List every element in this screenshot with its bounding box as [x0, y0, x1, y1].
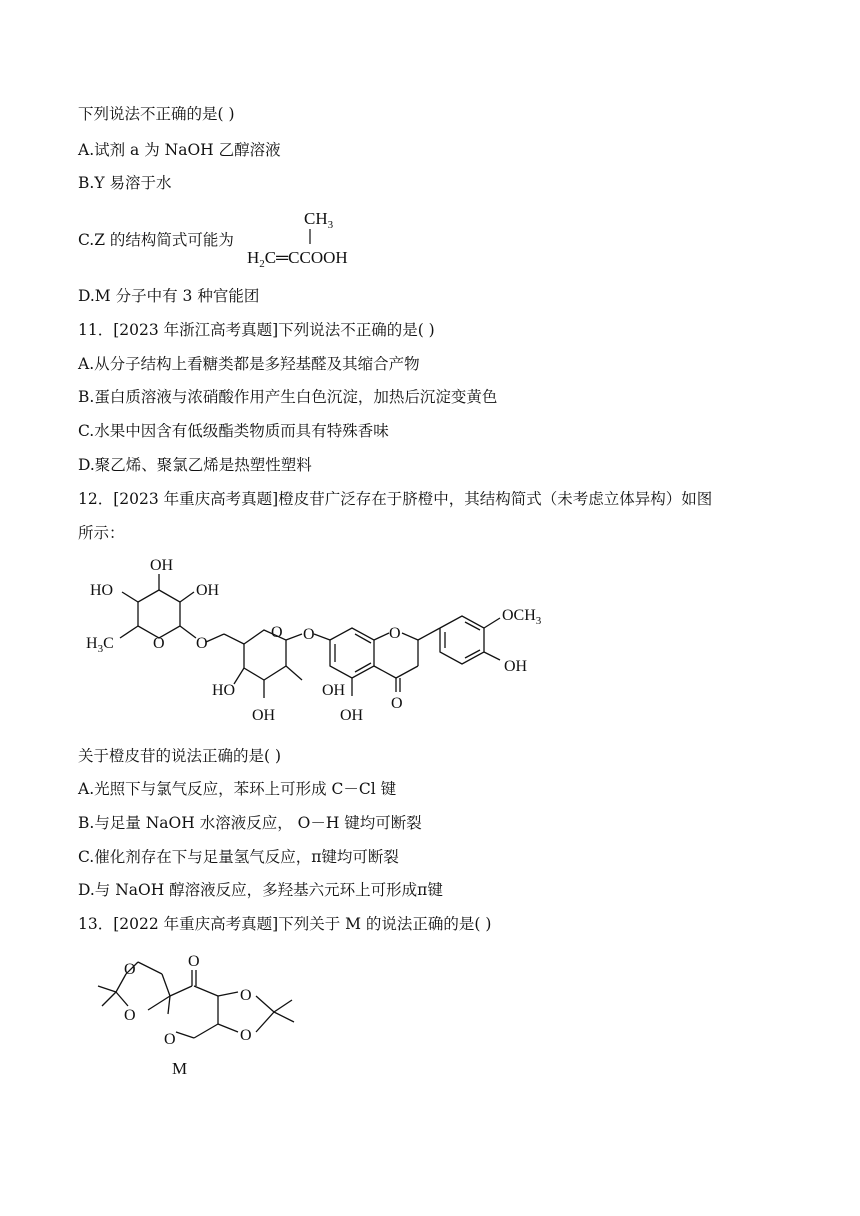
q10-option-d: D.M 分子中有 3 种官能团	[78, 287, 260, 305]
z-structure-formula	[244, 204, 384, 274]
q12-option-c: C.催化剂存在下与足量氢气反应，π键均可断裂	[78, 848, 399, 866]
q12-option-a: A.光照下与氯气反应，苯环上可形成 C－Cl 键	[78, 780, 397, 798]
q13-stem: 13．[2022 年重庆高考真题]下列关于 M 的说法正确的是( )	[78, 915, 492, 933]
label-o-ring2: O	[271, 624, 283, 641]
label-oh-aring: OH	[340, 707, 364, 724]
q11-option-c: C.水果中因含有低级酯类物质而具有特殊香味	[78, 422, 389, 440]
label-ho-left: HO	[90, 582, 114, 599]
hesperidin-structure	[84, 548, 604, 742]
q12-question: 关于橙皮苷的说法正确的是( )	[78, 747, 282, 765]
z-main-label: $H_2C═CCOOH$	[247, 248, 348, 270]
q12-stem-line1: 12．[2023 年重庆高考真题]橙皮苷广泛存在于脐橙中，其结构简式（未考虑立体异构）如图	[78, 490, 713, 508]
label-o-ring3: O	[389, 625, 401, 642]
label-oh-right: OH	[196, 582, 220, 599]
label-o-link1: O	[196, 635, 208, 652]
label-oh-glucose2: OH	[322, 682, 346, 699]
q11-stem: 11．[2023 年浙江高考真题]下列说法不正确的是( )	[78, 321, 435, 339]
q11-option-a: A.从分子结构上看糖类都是多羟基醛及其缩合产物	[78, 355, 420, 373]
label-h3c: $H_3C$	[86, 635, 114, 655]
compound-m-structure	[80, 944, 320, 1088]
m-o5: O	[240, 1027, 252, 1044]
q10-option-b: B.Y 易溶于水	[78, 174, 172, 192]
m-o3: O	[164, 1031, 176, 1048]
label-oh-top: OH	[150, 557, 174, 574]
label-oh-glucose3: OH	[252, 707, 276, 724]
label-och3: $OCH_3$	[502, 607, 542, 627]
label-o-ketone: O	[391, 695, 403, 712]
z-ch3-label: $CH_3$	[304, 209, 334, 231]
q12-option-d: D.与 NaOH 醇溶液反应，多羟基六元环上可形成π键	[78, 881, 443, 899]
m-caption: M	[172, 1059, 188, 1078]
q12-stem-line2: 所示：	[78, 524, 125, 542]
q11-option-b: B.蛋白质溶液与浓硝酸作用产生白色沉淀，加热后沉淀变黄色	[78, 388, 498, 406]
label-o-ring1: O	[153, 635, 165, 652]
q10-stem: 下列说法不正确的是( )	[78, 105, 235, 123]
m-o1: O	[124, 961, 136, 978]
label-ho-glucose: HO	[212, 682, 236, 699]
m-ketone-o: O	[188, 953, 200, 970]
label-oh-phenyl: OH	[504, 658, 528, 675]
label-o-link2: O	[303, 626, 315, 643]
q12-option-b: B.与足量 NaOH 水溶液反应， O－H 键均可断裂	[78, 814, 422, 832]
m-o2: O	[124, 1007, 136, 1024]
m-o4: O	[240, 987, 252, 1004]
q11-option-d: D.聚乙烯、聚氯乙烯是热塑性塑料	[78, 456, 312, 474]
q10-option-a: A.试剂 a 为 NaOH 乙醇溶液	[78, 141, 281, 159]
q10-option-c: C.Z 的结构简式可能为	[78, 231, 234, 249]
